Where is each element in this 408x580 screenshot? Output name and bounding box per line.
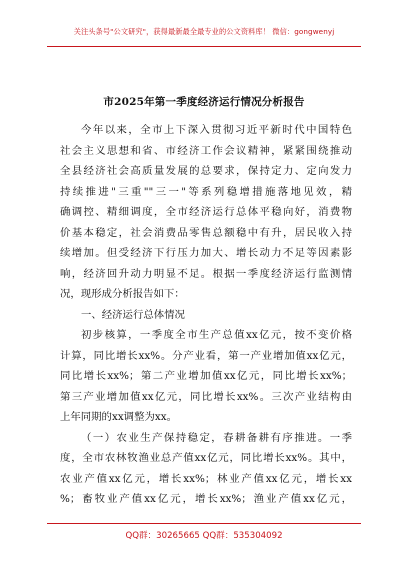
- body-line: 响，经济回升动力明显不足。根据一季度经济运行监测情: [60, 267, 352, 280]
- subsection-heading: （一）农业生产保持稳定，春耕备耕有序推进。一季: [81, 431, 352, 444]
- body-line: 度，全市农林牧渔业总产值xx亿元，同比增长xx%。其中，: [60, 452, 352, 464]
- body-line: 确调控、精细调度，全市经济运行总体平稳向好，消费物: [60, 206, 352, 218]
- body-line: 社会主义思想和省、市经济工作会议精神，紧紧围绕推动: [60, 144, 352, 157]
- body-line: 初步核算，一季度全市生产总值xx亿元，按不变价格: [81, 329, 352, 341]
- body-line: 农业产值xx亿元，增长xx%；林业产值xx亿元，增长xx: [60, 472, 352, 485]
- body-line: 计算，同比增长xx%。分产业看，第一产业增加值xx亿元，: [60, 349, 352, 362]
- body-line: 今年以来，全市上下深入贯彻习近平新时代中国特色: [81, 124, 352, 136]
- body-line: 持续推进"三重""三一"等系列稳增措施落地见效，精: [60, 185, 352, 198]
- header-divider: [47, 46, 361, 47]
- body-line: %；畜牧业产值xx亿元，增长xx%；渔业产值xx亿元，: [60, 493, 352, 505]
- body-line: 况，现形成分析报告如下：: [60, 288, 185, 300]
- body-line: 价基本稳定，社会消费品零售总额稳中有升，居民收入持: [60, 226, 352, 239]
- body-line: 第三产业增加值xx亿元，同比增长xx%。三次产业结构由: [60, 390, 352, 403]
- section-heading: 一、经济运行总体情况: [81, 308, 185, 321]
- document-title: 市2025年第一季度经济运行情况分析报告: [103, 96, 305, 108]
- body-line: 全县经济社会高质量发展的总要求，保持定力、定向发力: [60, 165, 352, 177]
- body-line: 续增加。但受经济下行压力加大、增长动力不足等因素影: [60, 247, 352, 259]
- footer-qq-groups: QQ群：30265665 QQ群：535304092: [125, 531, 283, 541]
- body-line: 上年同期的xx调整为xx。: [60, 411, 177, 423]
- header-promo-note: 关注头条号"公文研究"，获得最新最全最专业的公文资料库！ 微信：gongwenyj: [73, 27, 335, 36]
- document-body: [60, 120, 352, 510]
- body-line: 同比增长xx%；第二产业增加值xx亿元，同比增长xx%；: [60, 370, 352, 382]
- footer-divider: [47, 523, 361, 524]
